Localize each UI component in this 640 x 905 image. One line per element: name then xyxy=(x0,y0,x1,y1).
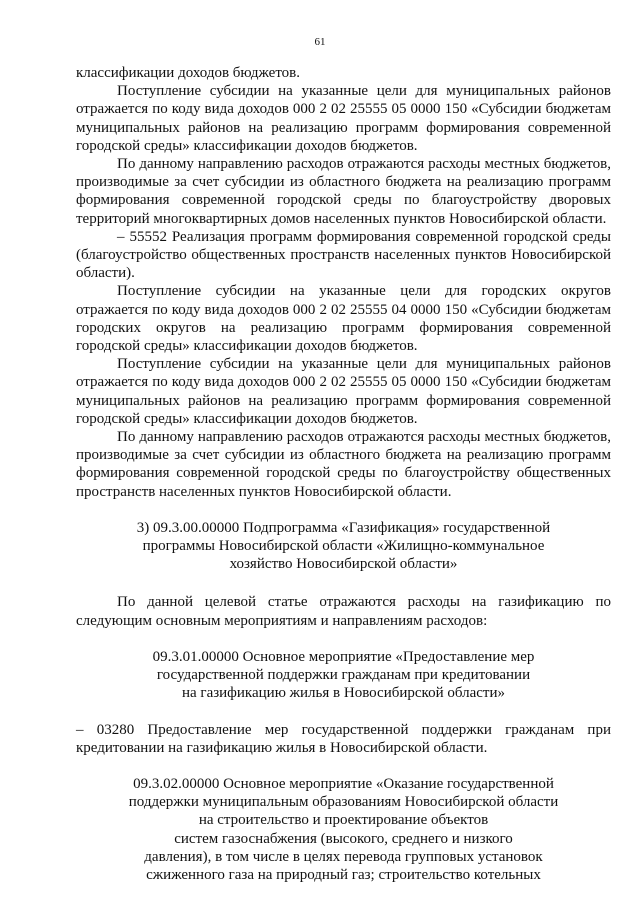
paragraph: По данному направлению расходов отражаются расходы местных бюджетов, производимые за счет субсидии из областного бюджета на реализацию программ формирования современной городской среды по благоустройству дворовых территорий многоквартирных домов населенных пунктов Новосибирской области. xyxy=(76,156,611,227)
heading-line: 09.3.02.00000 Основное мероприятие «Оказание государственной xyxy=(133,775,554,792)
paragraph: Поступление субсидии на указанные цели для муниципальных районов отражается по коду вида доходов 000 2 02 25555 05 0000 150 «Субсидии бюджетам муниципальных районов на реализацию программ формирования современной городской среды» классификации доходов бюджетов. xyxy=(76,83,611,154)
heading-line: хозяйство Новосибирской области» xyxy=(229,556,458,573)
paragraph-list-item: – 55552 Реализация программ формирования современной городской среды (благоустройство общественных пространств населенных пунктов Новосибирской области). xyxy=(76,228,611,282)
paragraph: Поступление субсидии на указанные цели для городских округов отражается по коду вида доходов 000 2 02 25555 04 0000 150 «Субсидии бюджетам городских округов на реализацию программ формирования современной городской среды» классификации доходов бюджетов. xyxy=(76,283,611,355)
heading-line: систем газоснабжения (высокого, среднего и низкого xyxy=(174,830,513,847)
section-heading xyxy=(76,519,611,574)
document-body xyxy=(76,64,611,884)
subsection-heading xyxy=(76,775,611,884)
paragraph: По данной целевой статье отражаются расходы на газификацию по следующим основным мероприятиям и направлениям расходов: xyxy=(76,594,611,629)
paragraph-continuation: классификации доходов бюджетов. xyxy=(76,65,301,81)
heading-line: программы Новосибирской области «Жилищно-коммунальное xyxy=(142,538,545,555)
heading-line: давления), в том числе в целях перевода групповых установок xyxy=(144,848,543,865)
heading-line: государственной поддержки гражданам при кредитовании xyxy=(156,667,531,684)
heading-line: на газификацию жилья в Новосибирской области» xyxy=(181,685,505,702)
subsection-heading xyxy=(76,648,611,703)
paragraph: Поступление субсидии на указанные цели для муниципальных районов отражается по коду вида доходов 000 2 02 25555 05 0000 150 «Субсидии бюджетам муниципальных районов на реализацию программ формирования современной городской среды» классификации доходов бюджетов. xyxy=(76,356,611,427)
paragraph-list-item: – 03280 Предоставление мер государственной поддержки гражданам при кредитовании на газификацию жилья в Новосибирской области. xyxy=(76,721,611,756)
heading-line: сжиженного газа на природный газ; строительство котельных xyxy=(146,866,541,883)
paragraph: По данному направлению расходов отражаются расходы местных бюджетов, производимые за счет субсидии из областного бюджета на реализацию программ формирования современной городской среды по благоустройству общественных пространств населенных пунктов Новосибирской области. xyxy=(76,429,611,500)
page-number: 61 xyxy=(314,36,326,48)
heading-line: поддержки муниципальным образованиям Новосибирской области xyxy=(128,794,559,811)
heading-line: на строительство и проектирование объектов xyxy=(198,812,489,829)
heading-line: 09.3.01.00000 Основное мероприятие «Предоставление мер xyxy=(152,648,535,665)
heading-line: 3) 09.3.00.00000 Подпрограмма «Газификация» государственной xyxy=(136,519,551,536)
